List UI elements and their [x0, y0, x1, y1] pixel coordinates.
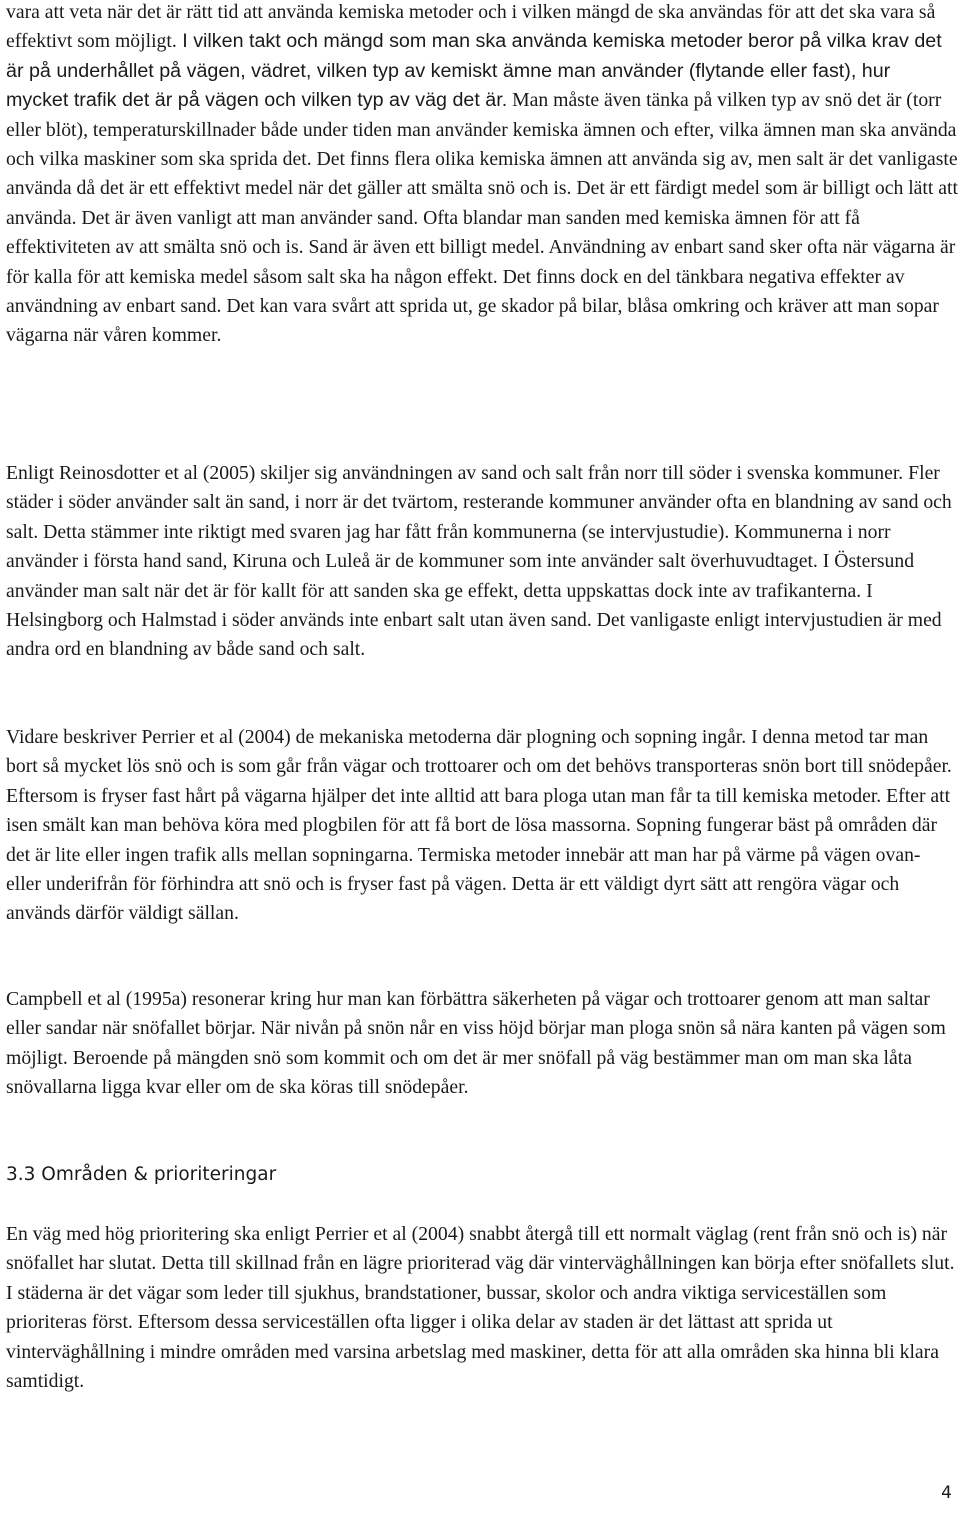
page-number: 4	[941, 1483, 952, 1503]
paragraph-1-serif-start: vara att veta när det är rätt tid att använda kemiska metoder och i vilken mängd de ska användas för att det ska vara så effektivt som möjligt.	[6, 1, 936, 53]
paragraph-chemical-methods	[6, 0, 958, 351]
paragraph-sand-and-salt: Enligt Reinosdotter et al (2005) skiljer sig användningen av sand och salt från norr till söder i svenska kommuner. Fler städer i söder använder salt än sand, i norr är det tvärtom, resterande kommuner använder ofta en blandning av sand och salt. Detta stämmer inte riktigt med svaren jag har fått från kommunerna (se intervjustudie). Kommunerna i norr använder i första hand sand, Kiruna och Luleå är de kommuner som inte använder salt överhuvudtaget. I Östersund använder man salt när det är för kallt för att sanden ska ge effekt, detta uppskattas dock inte av trafikanterna. I Helsingborg och Halmstad i söder används inte enbart salt utan även sand. Det vanligaste enligt intervjustudien är med andra ord en blandning av både sand och salt.	[6, 462, 952, 661]
paragraph-campbell: Campbell et al (1995a) resonerar kring hur man kan förbättra säkerheten på vägar och trottoarer genom att man saltar eller sandar när snöfallet börjar. När nivån på snön når en viss höjd börjar man ploga snön så nära kanten på vägen som möjligt. Beroende på mängden snö som kommit och om det är mer snöfall på väg bestämmer man om man ska låta snövallarna ligga kvar eller om de ska köras till snödepåer.	[6, 988, 946, 1099]
paragraph-mechanical-methods: Vidare beskriver Perrier et al (2004) de mekaniska metoderna där plogning och sopning ingår. I denna metod tar man bort så mycket lös snö och is som går från vägar och trottoarer och om det behövs transporteras snön bort till snödepåer. Eftersom is fryser fast hårt på vägarna hjälper det inte alltid att bara ploga utan man får ta till kemiska metoder. Efter att isen smält kan man behöva köra med plogbilen för att få bort de lösa massorna. Sopning fungerar bäst på områden där det är lite eller ingen trafik alls mellan sopningarna. Termiska metoder innebär att man har på värme på vägen ovan- eller underifrån för förhindra att snö och is fryser fast på vägen. Detta är ett väldigt dyrt sätt att rengöra vägar och används därför väldigt sällan.	[6, 726, 952, 925]
section-heading: 3.3 Områden & prioriteringar	[6, 1164, 277, 1185]
paragraph-1-serif-end: Man måste även tänka på vilken typ av snö det är (torr eller blöt), temperaturskillnader både under tiden man använder kemiska ämnen och efter, vilka ämnen man ska använda och vilka maskiner som ska sprida det. Det finns flera olika kemiska ämnen att använda sig av, men salt är det vanligaste använda då det är ett effektivt medel när det gäller att smälta snö och is. Det är ett färdigt medel som är billigt och lätt att använda. Det är även vanligt att man använder sand. Ofta blandar man sanden med kemiska ämnen för att få effektiviteten av att smälta snö och is. Sand är även ett billigt medel. Användning av enbart sand sker ofta när vägarna är för kalla för att kemiska medel såsom salt ska ha någon effekt. Det finns dock en del tänkbara negativa effekter av användning av enbart sand. Det kan vara svårt att sprida ut, ge skador på bilar, blåsa omkring och kräver att man sopar vägarna när våren kommer.	[6, 89, 958, 347]
paragraph-1-sans-segment: I vilken takt och mängd som man ska använda kemiska metoder beror på vilka krav det är på underhållet på vägen, vädret, vilken typ av kemiskt ämne man använder (flytande eller fast), hur mycket trafik det är på vägen och vilken typ av väg det är.	[6, 30, 942, 112]
paragraph-priorities: En väg med hög prioritering ska enligt Perrier et al (2004) snabbt återgå till ett normalt väglag (rent från snö och is) när snöfallet har slutat. Detta till skillnad från en lägre prioriterad väg där vinterväghållningen kan börja efter snöfallets slut. I städerna är det vägar som leder till sjukhus, brandstationer, bussar, skolor och andra viktiga serviceställen som prioriteras först. Eftersom dessa serviceställen ofta ligger i olika delar av staden är det lättast att sprida ut vinterväghållning i mindre områden med varsina arbetslag med maskiner, detta för att alla områden ska hinna bli klara samtidigt.	[6, 1223, 955, 1393]
